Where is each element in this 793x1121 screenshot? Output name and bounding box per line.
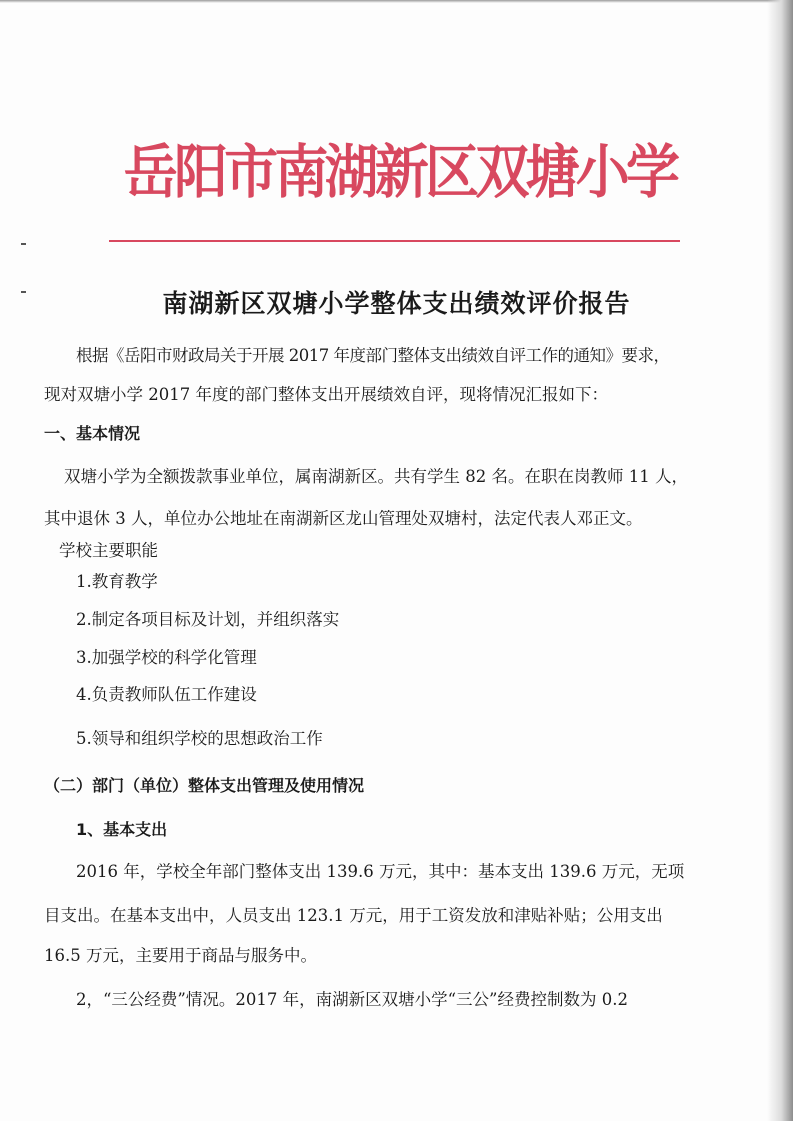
duty-item: 2.制定各项目标及计划，并组织落实 bbox=[76, 610, 340, 629]
letterhead-red-rule bbox=[109, 240, 680, 242]
duty-item: 3.加强学校的科学化管理 bbox=[76, 648, 257, 667]
intro-line-1: 根据《岳阳市财政局关于开展 2017 年度部门整体支出绩效自评工作的通知》要求， bbox=[76, 346, 670, 365]
intro-line-2: 现对双塘小学 2017 年度的部门整体支出开展绩效自评，现将情况汇报如下： bbox=[44, 385, 608, 404]
scan-edge-right bbox=[767, 0, 793, 1121]
duty-item: 5.领导和组织学校的思想政治工作 bbox=[76, 729, 323, 748]
duties-label: 学校主要职能 bbox=[59, 541, 158, 560]
duty-item: 1.教育教学 bbox=[76, 572, 158, 591]
subsection-1-heading: 1、基本支出 bbox=[76, 820, 168, 839]
subsection-1-line-1: 2016 年，学校全年部门整体支出 139.6 万元，其中：基本支出 139.6 万元，无项 bbox=[76, 862, 685, 881]
section-1-paragraph-line-1: 双塘小学为全额拨款事业单位，属南湖新区。共有学生 82 名。在职在岗教师 11 人， bbox=[64, 467, 688, 486]
subsection-1-line-3: 16.5 万元，主要用于商品与服务中。 bbox=[44, 946, 317, 965]
scan-mark bbox=[21, 243, 26, 245]
scan-edge-top bbox=[0, 0, 793, 3]
duty-item: 4.负责教师队伍工作建设 bbox=[76, 685, 257, 704]
document-title: 南湖新区双塘小学整体支出绩效评价报告 bbox=[162, 289, 631, 318]
section-1-paragraph-line-2: 其中退休 3 人，单位办公地址在南湖新区龙山管理处双塘村，法定代表人邓正文。 bbox=[44, 509, 643, 528]
section-1-heading: 一、基本情况 bbox=[44, 424, 141, 443]
subsection-1-line-2: 目支出。在基本支出中，人员支出 123.1 万元，用于工资发放和津贴补贴；公用支出 bbox=[44, 906, 663, 925]
section-2-heading: （二）部门（单位）整体支出管理及使用情况 bbox=[44, 776, 365, 795]
scan-mark bbox=[21, 291, 26, 293]
letterhead-org-name: 岳阳市南湖新区双塘小学 bbox=[123, 138, 677, 206]
subsection-2-line-1: 2，“三公经费”情况。2017 年，南湖新区双塘小学“三公”经费控制数为 0.2 bbox=[76, 990, 628, 1009]
